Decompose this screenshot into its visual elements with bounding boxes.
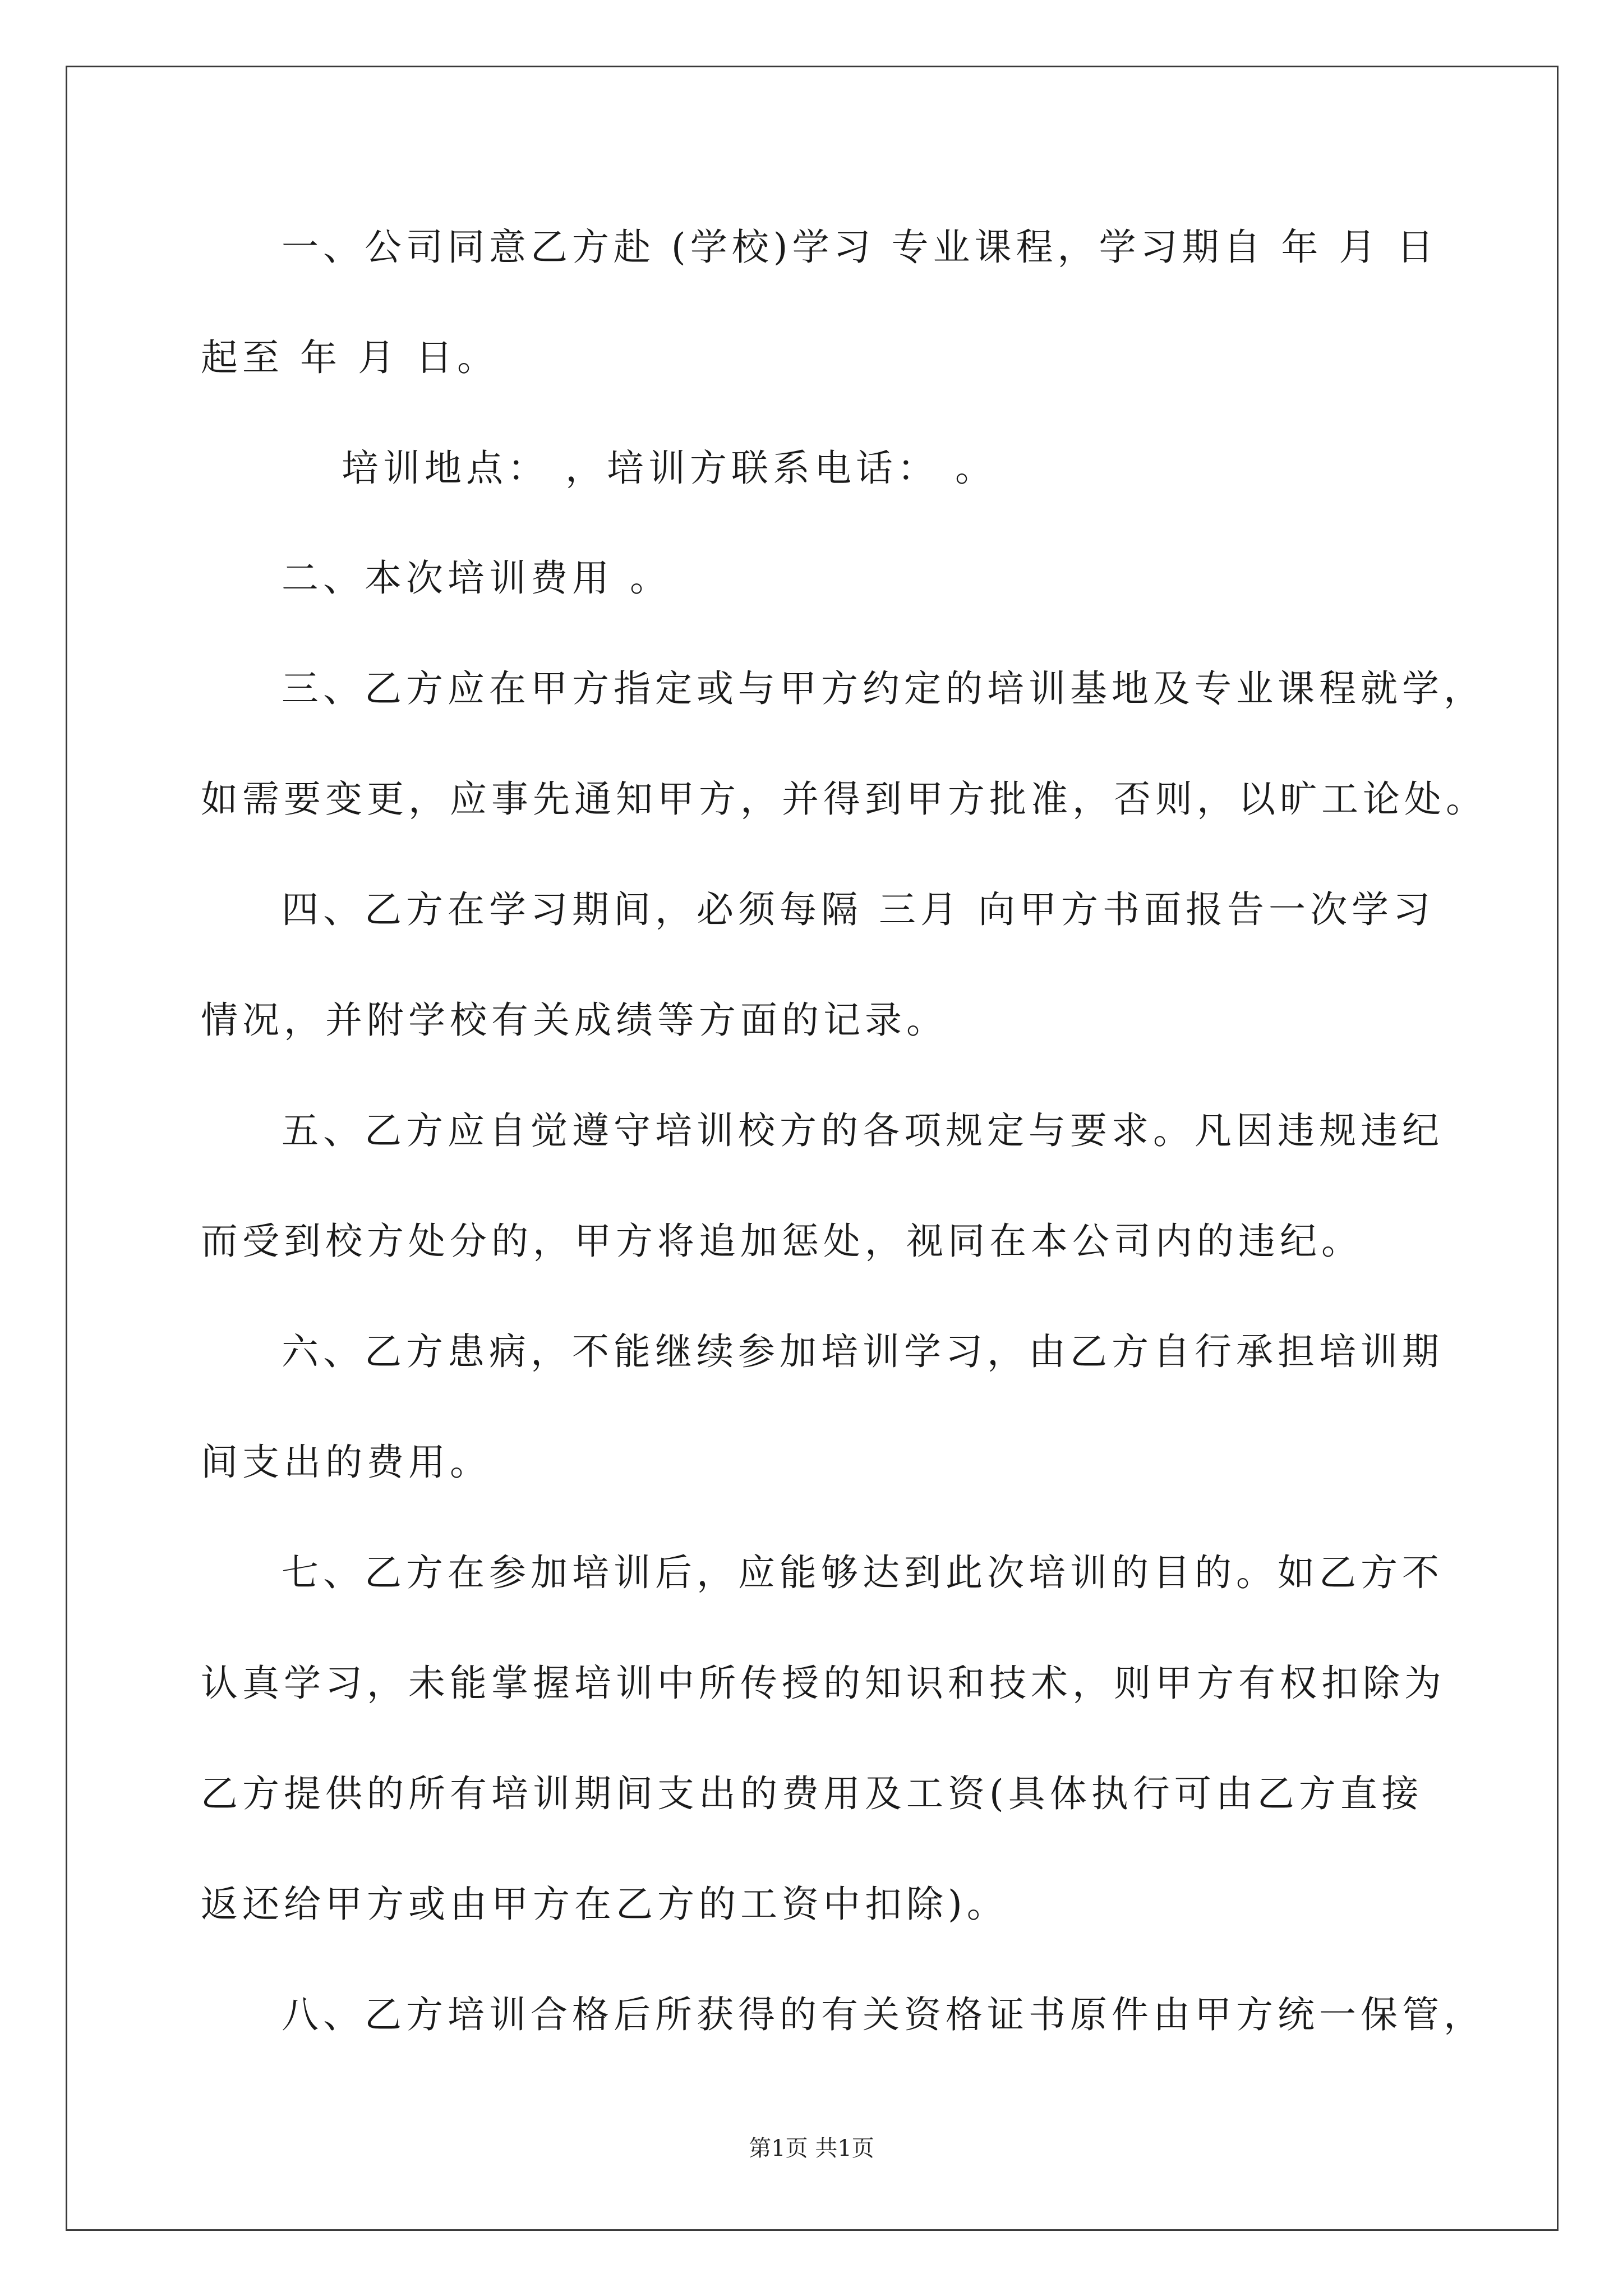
clause-4-line-2: 情况，并附学校有关成绩等方面的记录。	[201, 999, 948, 1042]
training-location-line: 培训地点： ，培训方联系电话： 。	[342, 447, 997, 490]
clause-4-line-1: 四、乙方在学习期间，必须每隔 三月 向甲方书面报告一次学习	[282, 888, 1435, 931]
clause-2-line: 二、本次培训费用 。	[282, 556, 671, 600]
clause-7-line-2: 认真学习，未能掌握培训中所传授的知识和技术，则甲方有权扣除为	[201, 1662, 1446, 1705]
clause-6-line-1: 六、乙方患病，不能继续参加培训学习，由乙方自行承担培训期	[282, 1330, 1444, 1373]
clause-3-line-2: 如需要变更，应事先通知甲方，并得到甲方批准，否则，以旷工论处。	[201, 777, 1487, 821]
page-number-footer: 第1页 共1页	[749, 2136, 874, 2161]
clause-1-line-2: 起至 年 月 日。	[201, 336, 499, 379]
clause-7-line-4: 返还给甲方或由甲方在乙方的工资中扣除)。	[201, 1883, 1008, 1926]
clause-3-line-1: 三、乙方应在甲方指定或与甲方约定的培训基地及专业课程就学，	[282, 667, 1485, 710]
clause-7-line-1: 七、乙方在参加培训后，应能够达到此次培训的目的。如乙方不	[282, 1551, 1444, 1594]
clause-5-line-1: 五、乙方应自觉遵守培训校方的各项规定与要求。凡因违规违纪	[282, 1109, 1444, 1152]
clause-5-line-2: 而受到校方处分的，甲方将追加惩处，视同在本公司内的违纪。	[201, 1220, 1363, 1263]
clause-8-line-1: 八、乙方培训合格后所获得的有关资格证书原件由甲方统一保管，	[282, 1993, 1485, 2036]
clause-6-line-2: 间支出的费用。	[201, 1441, 491, 1484]
clause-7-line-3: 乙方提供的所有培训期间支出的费用及工资(具体执行可由乙方直接	[201, 1772, 1423, 1815]
clause-1-line-1: 一、公司同意乙方赴 (学校)学习 专业课程，学习期自 年 月 日	[282, 226, 1438, 269]
